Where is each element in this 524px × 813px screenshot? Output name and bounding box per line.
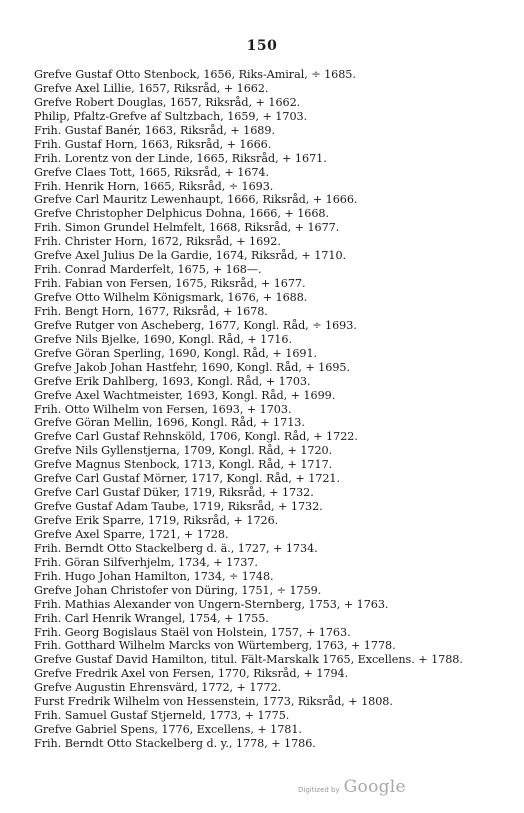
list-item: Grefve Axel Wachtmeister, 1693, Kongl. Råd, + 1699.	[34, 388, 336, 402]
list-item: Frih. Georg Bogislaus Staël von Holstein, 1757, + 1763.	[34, 625, 351, 639]
list-item: Frih. Göran Silfverhjelm, 1734, + 1737.	[34, 555, 258, 569]
list-item: Grefve Magnus Stenbock, 1713, Kongl. Råd, + 1717.	[34, 458, 333, 472]
list-item: Grefve Gabriel Spens, 1776, Excellens, + 1781.	[34, 723, 302, 737]
list-item: Frih. Gotthard Wilhelm Marcks von Würtemberg, 1763, + 1778.	[34, 639, 396, 653]
list-item: Grefve Erik Dahlberg, 1693, Kongl. Råd, + 1703.	[34, 374, 311, 388]
list-item: Frih. Bengt Horn, 1677, Riksråd, + 1678.	[34, 304, 268, 318]
list-item: Grefve Rutger von Ascheberg, 1677, Kongl. Råd, ÷ 1693.	[34, 318, 357, 332]
list-item: Grefve Claes Tott, 1665, Riksråd, + 1674.	[34, 165, 270, 179]
list-item: Grefve Fredrik Axel von Fersen, 1770, Riksråd, + 1794.	[34, 667, 349, 681]
list-item: Frih. Carl Henrik Wrangel, 1754, + 1755.	[34, 611, 269, 625]
list-item: Grefve Carl Mauritz Lewenhaupt, 1666, Riksråd, + 1666.	[34, 193, 358, 207]
list-item: Grefve Carl Gustaf Mörner, 1717, Kongl. Råd, + 1721.	[34, 472, 341, 486]
list-item: Grefve Axel Julius De la Gardie, 1674, Riksråd, + 1710.	[34, 249, 347, 263]
digitized-watermark	[298, 777, 406, 797]
list-item: Grefve Göran Mellin, 1696, Kongl. Råd, + 1713.	[34, 416, 305, 430]
list-item: Frih. Christer Horn, 1672, Riksråd, + 1692.	[34, 235, 281, 249]
list-item: Frih. Hugo Johan Hamilton, 1734, ÷ 1748.	[34, 569, 274, 583]
list-item: Frih. Otto Wilhelm von Fersen, 1693, + 1703.	[34, 402, 292, 416]
page-number: 150	[246, 38, 278, 54]
list-item: Frih. Henrik Horn, 1665, Riksråd, ÷ 1693.	[34, 179, 274, 193]
google-logo: Google	[343, 777, 406, 797]
list-item: Grefve Augustin Ehrensvärd, 1772, + 1772.	[34, 681, 282, 695]
list-item: Grefve Gustaf David Hamilton, titul. Fält-Marskalk 1765, Excellens. + 1788.	[34, 653, 463, 667]
list-item: Grefve Erik Sparre, 1719, Riksråd, + 1726.	[34, 514, 279, 527]
list-item: Grefve Johan Christofer von Düring, 1751, ÷ 1759.	[34, 583, 322, 597]
list-item: Frih. Conrad Marderfelt, 1675, + 168—.	[34, 263, 262, 277]
list-item: Frih. Simon Grundel Helmfelt, 1668, Riksråd, + 1677.	[34, 221, 340, 235]
list-item: Frih. Mathias Alexander von Ungern-Sternberg, 1753, + 1763.	[34, 597, 389, 611]
list-item: Frih. Gustaf Banér, 1663, Riksråd, + 1689.	[34, 123, 275, 137]
list-item: Grefve Carl Gustaf Düker, 1719, Riksråd, + 1732.	[34, 486, 314, 500]
list-item: Grefve Axel Lillie, 1657, Riksråd, + 1662.	[34, 81, 269, 95]
list-item: Grefve Axel Sparre, 1721, + 1728.	[34, 527, 229, 541]
list-item: Frih. Berndt Otto Stackelberg d. y., 1778, + 1786.	[34, 737, 316, 750]
list-item: Grefve Gustaf Adam Taube, 1719, Riksråd, + 1732.	[34, 500, 323, 514]
list-item: Grefve Robert Douglas, 1657, Riksråd, + 1662.	[34, 95, 301, 109]
list-item: Grefve Carl Gustaf Rehnsköld, 1706, Kongl. Råd, + 1722.	[34, 430, 358, 444]
list-item: Furst Fredrik Wilhelm von Hessenstein, 1773, Riksråd, + 1808.	[34, 695, 393, 709]
list-item: Grefve Christopher Delphicus Dohna, 1666, + 1668.	[34, 207, 329, 221]
list-item: Grefve Nils Gyllenstjerna, 1709, Kongl. Råd, + 1720.	[34, 444, 333, 458]
list-item: Frih. Lorentz von der Linde, 1665, Riksråd, + 1671.	[34, 151, 327, 165]
list-item: Grefve Göran Sperling, 1690, Kongl. Råd, + 1691.	[34, 346, 318, 360]
list-item: Grefve Gustaf Otto Stenbock, 1656, Riks-Amiral, ÷ 1685.	[34, 68, 356, 81]
list-item: Frih. Gustaf Horn, 1663, Riksråd, + 1666.	[34, 137, 272, 151]
list-item: Grefve Jakob Johan Hastfehr, 1690, Kongl. Råd, + 1695.	[34, 360, 350, 374]
list-item: Grefve Otto Wilhelm Königsmark, 1676, + 1688.	[34, 291, 308, 304]
list-item: Frih. Berndt Otto Stackelberg d. ä., 1727, + 1734.	[34, 541, 318, 555]
list-item: Frih. Samuel Gustaf Stjerneld, 1773, + 1775.	[34, 709, 290, 723]
entry-list	[34, 68, 514, 751]
list-item: Frih. Fabian von Fersen, 1675, Riksråd, + 1677.	[34, 277, 306, 291]
list-item: Grefve Nils Bjelke, 1690, Kongl. Råd, + 1716.	[34, 332, 292, 346]
list-item: Philip, Pfaltz-Grefve af Sultzbach, 1659, + 1703.	[34, 109, 308, 123]
digitized-by-text: Digitized by	[298, 786, 340, 794]
